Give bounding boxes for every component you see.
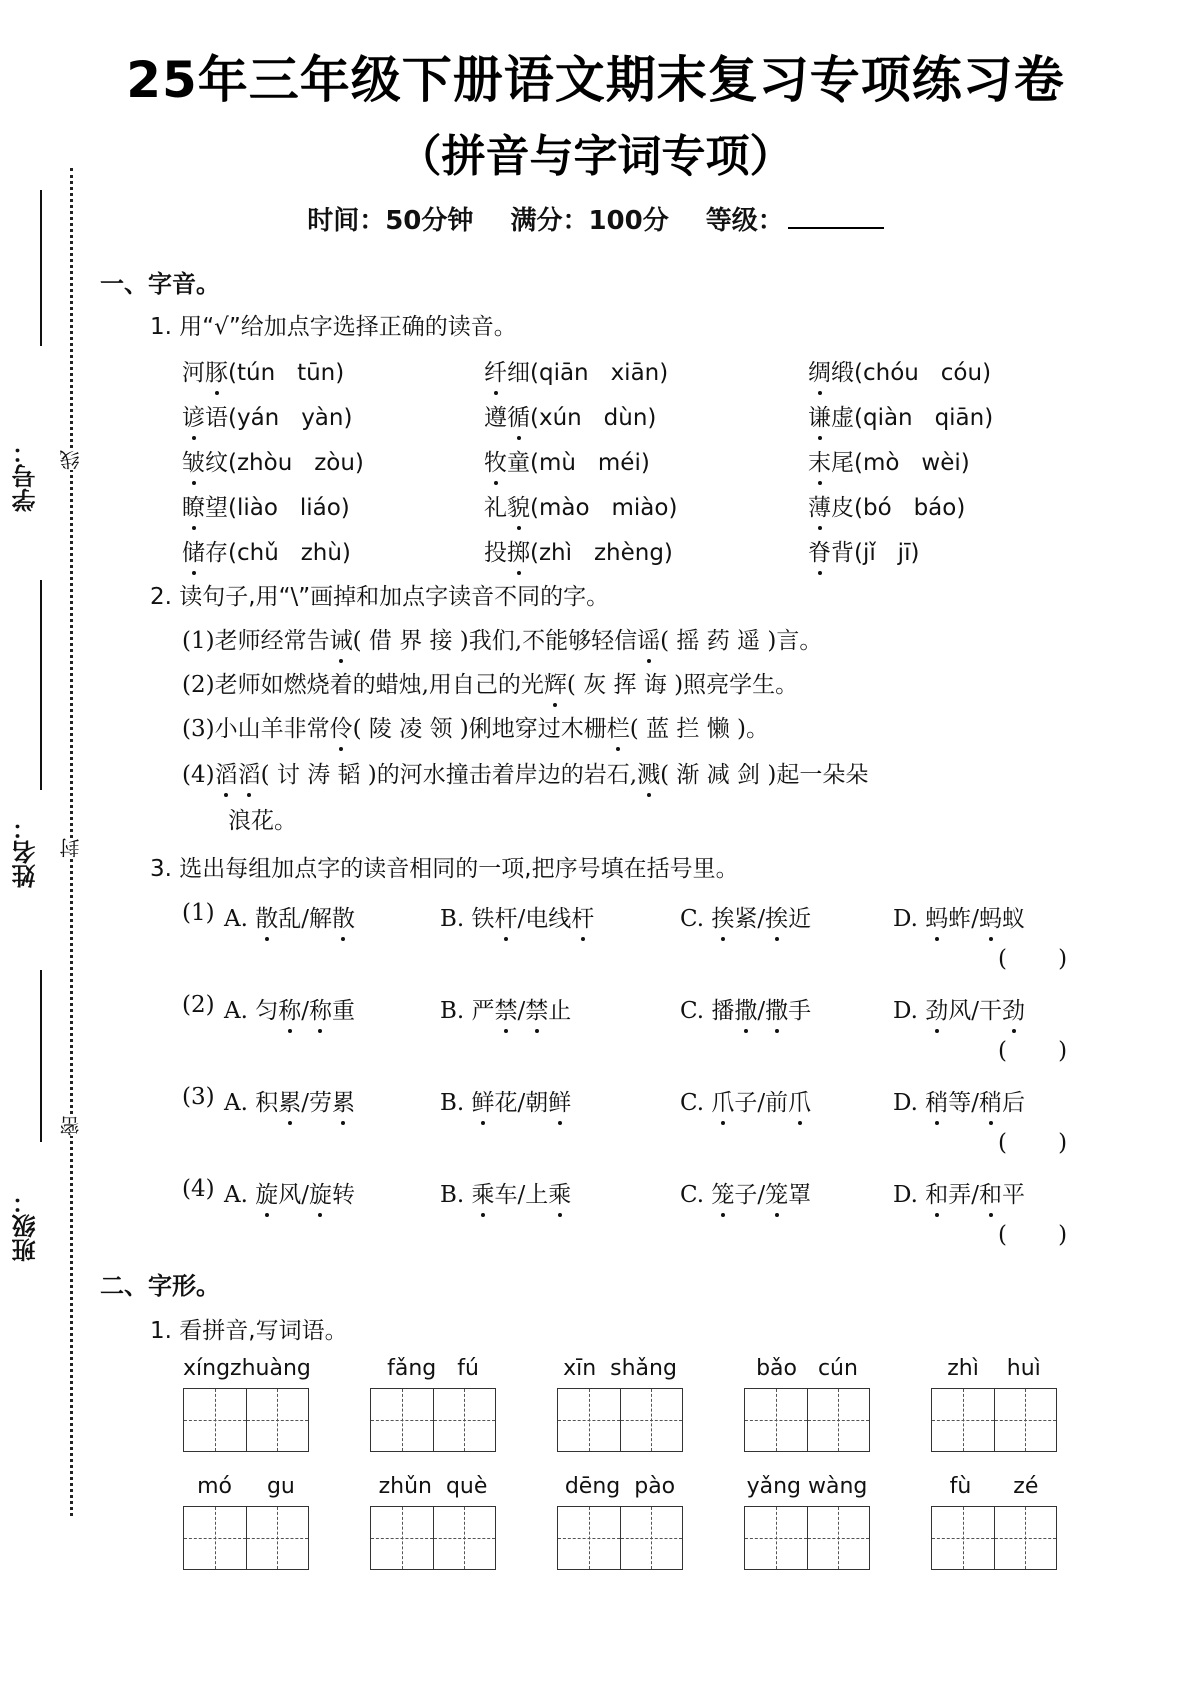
dotted-character: 乘 [472, 1176, 495, 1209]
dotted-character: 栏 [607, 710, 630, 743]
writing-grid[interactable] [183, 1506, 309, 1570]
q1-item [484, 444, 650, 477]
binding-mark-line: 线 [56, 450, 85, 470]
text-segment: 花/朝 [494, 1090, 549, 1116]
section-character-title: 二、字形。 [100, 1272, 220, 1300]
dotted-character: 瞭 [182, 489, 205, 522]
text-segment: 遵 [484, 405, 507, 431]
dotted-character: 散 [332, 900, 355, 933]
binding-mark-secret: 密 [56, 1116, 85, 1136]
text-segment: D. [893, 906, 926, 932]
pinyin-options[interactable]: (mò wèi) [854, 450, 970, 476]
dotted-character: 储 [182, 534, 205, 567]
text-segment: B. [440, 1090, 472, 1116]
dotted-character: 纤 [484, 354, 507, 387]
pinyin-options[interactable]: (zhì zhèng) [530, 540, 673, 566]
q1-item [484, 534, 673, 567]
text-segment: 河 [182, 360, 205, 386]
text-segment: 的河水撞击着岸边的岩石, [376, 762, 638, 788]
q3-prompt: 3. 选出每组加点字的读音相同的一项,把序号填在括号里。 [150, 856, 739, 882]
dotted-character: 禁 [495, 992, 518, 1025]
text-segment: 风/ [278, 1182, 309, 1208]
dotted-character: 挨 [765, 900, 788, 933]
writing-grid[interactable] [931, 1388, 1057, 1452]
pinyin-label: fǎng fú [387, 1356, 479, 1381]
text-segment: 尾 [831, 450, 854, 476]
dotted-character: 蚂 [925, 900, 948, 933]
grid-cell[interactable] [371, 1389, 434, 1451]
word-grid-item [931, 1474, 1057, 1570]
pinyin-options[interactable]: (mù méi) [530, 450, 650, 476]
dotted-character: 散 [255, 900, 278, 933]
dotted-character: 杆 [571, 900, 594, 933]
pinyin-label: dēng pào [564, 1474, 676, 1499]
text-segment: 俐地穿过木栅 [468, 716, 607, 742]
dotted-character: 掷 [507, 534, 530, 567]
text-segment: 近 [788, 906, 812, 932]
q3-option-b [440, 900, 594, 933]
text-segment: 乱/解 [278, 906, 332, 932]
text-segment: B. 严 [440, 998, 495, 1024]
writing-grid[interactable] [557, 1388, 683, 1452]
q3-option-b [440, 992, 571, 1025]
q3-option-b [440, 1176, 571, 1209]
dotted-character: 和 [925, 1176, 948, 1209]
word-grid-item [744, 1356, 870, 1452]
q1-item [484, 489, 677, 522]
text-segment: A. 积 [224, 1090, 279, 1116]
writing-grid[interactable] [183, 1388, 309, 1452]
q1-item [808, 534, 919, 567]
q2-sentence-3 [182, 710, 769, 743]
word-grid-item [370, 1474, 496, 1570]
dotted-character: 称 [309, 992, 332, 1025]
pinyin-options[interactable]: (mào miào) [530, 495, 678, 521]
pinyin-options[interactable]: (tún tūn) [228, 360, 345, 386]
text-segment: 风/干 [948, 998, 1002, 1024]
q1-prompt: 1. 用“√”给加点字选择正确的读音。 [150, 314, 517, 340]
grid-cell[interactable] [184, 1389, 247, 1451]
q1-item [182, 354, 344, 387]
q2-options-3b[interactable]: ( 蓝 拦 懒 ) [629, 716, 746, 742]
word-grid-item [183, 1356, 311, 1452]
text-segment: A. [224, 1182, 256, 1208]
text-segment: 语 [205, 405, 228, 431]
text-segment: 我们,不能够轻信 [468, 628, 638, 654]
text-segment: 背 [831, 540, 854, 566]
text-segment: B. [440, 1182, 472, 1208]
grade-label: 等级： [705, 206, 784, 236]
text-segment: 老师经常告 [214, 628, 330, 654]
dotted-character: 禁 [525, 992, 548, 1025]
grid-cell[interactable] [434, 1389, 496, 1451]
dotted-character: 辉 [544, 666, 567, 699]
text-segment: 老师如燃烧着的蜡烛,用自己的光 [214, 672, 544, 698]
grid-cell[interactable] [558, 1507, 621, 1569]
pinyin-label: zhì huì [947, 1356, 1041, 1381]
text-segment: /电线 [517, 906, 572, 932]
dotted-character: 笼 [711, 1176, 734, 1209]
q1-item [808, 399, 993, 432]
text-segment: 蚁 [1002, 906, 1025, 932]
grid-cell[interactable] [184, 1507, 247, 1569]
grid-cell[interactable] [621, 1507, 683, 1569]
text-segment: 罩 [788, 1182, 812, 1208]
q3-group-number: (1) [182, 900, 215, 926]
text-segment: 后 [1002, 1090, 1025, 1116]
text-segment: 车/上 [494, 1182, 549, 1208]
q3-answer-blank[interactable]: ( ) [998, 1038, 1068, 1064]
word-grid-item [183, 1474, 309, 1570]
q2-options-1b[interactable]: ( 摇 药 遥 ) [660, 628, 777, 654]
pinyin-options[interactable]: (chǔ zhù) [228, 540, 351, 566]
dotted-character: 稍 [925, 1084, 948, 1117]
q1-item [808, 354, 991, 387]
grid-cell[interactable] [995, 1507, 1057, 1569]
writing-grid[interactable] [370, 1506, 496, 1570]
grid-cell[interactable] [371, 1507, 434, 1569]
grade-field[interactable] [706, 206, 884, 236]
q3-option-a [224, 992, 355, 1025]
section-pronunciation-title: 一、字音。 [100, 270, 220, 298]
grid-cell[interactable] [932, 1507, 995, 1569]
dotted-character: 谣 [637, 622, 660, 655]
writing-grid[interactable] [744, 1506, 870, 1570]
dotted-character: 谦 [808, 399, 831, 432]
text-segment: D. [893, 998, 926, 1024]
text-segment: 照亮学生。 [683, 672, 799, 698]
q3-answer-blank[interactable]: ( ) [998, 946, 1068, 972]
q3-group-number: (4) [182, 1176, 215, 1202]
writing-grid[interactable] [744, 1388, 870, 1452]
exam-meta [0, 200, 1191, 237]
text-segment: 紧/ [734, 906, 766, 932]
text-segment: 存 [205, 540, 228, 566]
text-segment: 细 [507, 360, 530, 386]
text-segment: / [301, 998, 309, 1024]
text-segment: 投 [484, 540, 507, 566]
pinyin-options[interactable]: (chóu cóu) [854, 360, 992, 386]
q3-option-d [893, 1176, 1025, 1209]
q1-item [182, 534, 351, 567]
word-grid-item [744, 1474, 870, 1570]
dotted-character: 撒 [765, 992, 788, 1025]
text-segment: C. [680, 1182, 712, 1208]
dotted-character: 称 [278, 992, 301, 1025]
dotted-character: 滔 [215, 756, 238, 789]
dotted-character: 稍 [979, 1084, 1002, 1117]
text-segment: 等/ [948, 1090, 979, 1116]
q2-options-4a[interactable]: ( 讨 涛 韬 ) [260, 762, 377, 788]
name-label: 姓名： [12, 816, 40, 888]
text-segment: 弄/ [948, 1182, 979, 1208]
q2-options-1a[interactable]: ( 借 界 接 ) [352, 628, 469, 654]
dotted-character: 谚 [182, 399, 205, 432]
q3-option-c [680, 900, 811, 933]
text-segment: A. 匀 [224, 998, 279, 1024]
dotted-character: 爪 [711, 1084, 734, 1117]
pinyin-options[interactable]: (bó báo) [854, 495, 966, 521]
dotted-character: 溅 [637, 756, 660, 789]
q1-item [182, 444, 364, 477]
text-segment: 礼 [484, 495, 507, 521]
text-segment: D. [893, 1182, 926, 1208]
text-segment: 小山羊非常 [214, 716, 330, 742]
dotted-character: 蚂 [979, 900, 1002, 933]
dotted-character: 滔 [238, 756, 261, 789]
text-segment: 纹 [205, 450, 228, 476]
pinyin-label: xīn shǎng [563, 1356, 677, 1381]
s2-q1-prompt: 1. 看拼音,写词语。 [150, 1318, 348, 1344]
dotted-character: 劲 [925, 992, 948, 1025]
class-blank[interactable] [40, 970, 42, 1142]
text-segment: (4) [182, 762, 215, 788]
q2-options-2a[interactable]: ( 灰 挥 诲 ) [566, 672, 684, 698]
grid-cell[interactable] [745, 1389, 808, 1451]
text-segment: /劳 [301, 1090, 332, 1116]
q3-option-c [680, 1084, 811, 1117]
text-segment: 子/ [734, 1182, 766, 1208]
word-grid-item [557, 1356, 683, 1452]
text-segment: 缎 [831, 360, 854, 386]
pinyin-label: xíngzhuàng [183, 1356, 311, 1381]
dotted-character: 撒 [734, 992, 757, 1025]
text-segment: D. [893, 1090, 926, 1116]
text-segment: / [757, 998, 766, 1024]
word-grid-item [557, 1474, 683, 1570]
text-segment: 转 [331, 1182, 355, 1208]
dotted-character: 薄 [808, 489, 831, 522]
binding-mark-seal: 封 [56, 838, 85, 858]
dotted-character: 累 [278, 1084, 301, 1117]
q3-option-a [224, 900, 355, 933]
q2-options-4b[interactable]: ( 渐 减 剑 ) [660, 762, 777, 788]
q3-answer-blank[interactable]: ( ) [998, 1222, 1068, 1248]
text-segment: (3) [182, 716, 215, 742]
grid-cell[interactable] [808, 1507, 870, 1569]
q3-option-a [224, 1176, 355, 1209]
q1-item [484, 354, 668, 387]
text-segment: 平 [1002, 1182, 1025, 1208]
q3-option-d [893, 900, 1025, 933]
text-segment: B. 铁 [440, 906, 495, 932]
dotted-character: 皱 [182, 444, 205, 477]
grid-cell[interactable] [995, 1389, 1057, 1451]
dotted-character: 诫 [330, 622, 353, 655]
q3-option-a [224, 1084, 355, 1117]
text-segment: 言。 [776, 628, 823, 654]
q2-options-3a[interactable]: ( 陵 凌 领 ) [352, 716, 469, 742]
dotted-character: 旋 [255, 1176, 278, 1209]
dotted-character: 乘 [548, 1176, 571, 1209]
word-grid-item [370, 1356, 496, 1452]
dotted-character: 豚 [205, 354, 228, 387]
pinyin-options[interactable]: (qiàn qiān) [854, 405, 994, 431]
dotted-character: 鲜 [472, 1084, 495, 1117]
text-segment: A. [224, 906, 256, 932]
score-label: 满分：100分 [510, 206, 669, 236]
grid-cell[interactable] [621, 1389, 683, 1451]
pinyin-label: zhǔn què [378, 1474, 488, 1499]
pinyin-options[interactable]: (jǐ jī) [854, 540, 920, 566]
student-id-blank[interactable] [40, 190, 42, 346]
q2-prompt: 2. 读句子,用“\”画掉和加点字读音不同的字。 [150, 584, 610, 610]
q2-sentence-1 [182, 622, 822, 655]
grid-cell[interactable] [932, 1389, 995, 1451]
grid-cell[interactable] [558, 1389, 621, 1451]
text-segment: 皮 [831, 495, 854, 521]
grid-cell[interactable] [247, 1507, 309, 1569]
pinyin-options[interactable]: (yán yàn) [228, 405, 353, 431]
q3-option-c [680, 992, 811, 1025]
dotted-character: 末 [808, 444, 831, 477]
text-segment: / [517, 998, 526, 1024]
dotted-character: 累 [332, 1084, 355, 1117]
q1-item [808, 444, 970, 477]
q3-option-c [680, 1176, 811, 1209]
q1-item [484, 399, 656, 432]
writing-grid[interactable] [557, 1506, 683, 1570]
dotted-character: 鲜 [548, 1084, 571, 1117]
q1-item [808, 489, 965, 522]
grid-cell[interactable] [434, 1507, 496, 1569]
grid-cell[interactable] [808, 1389, 870, 1451]
text-segment: 童 [507, 450, 530, 476]
grade-blank[interactable] [788, 207, 884, 229]
word-grid-item [931, 1356, 1057, 1452]
text-segment: 虚 [831, 405, 854, 431]
pinyin-label: bǎo cún [756, 1356, 858, 1381]
q3-option-d [893, 992, 1025, 1025]
q1-item [182, 489, 350, 522]
pinyin-options[interactable]: (zhòu zòu) [228, 450, 364, 476]
text-segment: 。 [746, 716, 769, 742]
writing-grid[interactable] [370, 1388, 496, 1452]
q3-group-number: (2) [182, 992, 215, 1018]
text-segment: 望 [205, 495, 228, 521]
page-title: 25年三年级下册语文期末复习专项练习卷 [126, 51, 1065, 109]
writing-grid[interactable] [931, 1506, 1057, 1570]
dotted-character: 笼 [765, 1176, 788, 1209]
name-blank[interactable] [40, 580, 42, 790]
dotted-character: 爪 [788, 1084, 811, 1117]
dotted-character: 脊 [808, 534, 831, 567]
q2-sentence-4-cont: 浪花。 [228, 808, 297, 834]
pinyin-label: fù zé [949, 1474, 1039, 1499]
text-segment: C. [680, 1090, 712, 1116]
text-segment: (2) [182, 672, 215, 698]
class-label: 班级： [12, 1190, 40, 1262]
pinyin-options[interactable]: (liào liáo) [228, 495, 350, 521]
pinyin-options[interactable]: (xún dùn) [530, 405, 657, 431]
q3-option-d [893, 1084, 1025, 1117]
q3-group-number: (3) [182, 1084, 215, 1110]
text-segment: 手 [788, 998, 812, 1024]
text-segment: 蚱/ [948, 906, 979, 932]
dotted-character: 牧 [484, 444, 507, 477]
dotted-character: 杆 [495, 900, 518, 933]
pinyin-label: yǎng wàng [746, 1474, 868, 1499]
grid-cell[interactable] [247, 1389, 309, 1451]
dotted-character: 绸 [808, 354, 831, 387]
pinyin-label: mó gu [197, 1474, 295, 1499]
text-segment: 重 [331, 998, 355, 1024]
q1-item [182, 399, 352, 432]
text-segment: C. [680, 906, 712, 932]
text-segment: (1) [182, 628, 215, 654]
q3-answer-blank[interactable]: ( ) [998, 1130, 1068, 1156]
dotted-character: 劲 [1002, 992, 1025, 1025]
dotted-character: 循 [507, 399, 530, 432]
text-segment: 起一朵朵 [776, 762, 869, 788]
grid-cell[interactable] [745, 1507, 808, 1569]
text-segment: 子/前 [734, 1090, 789, 1116]
dotted-character: 和 [979, 1176, 1002, 1209]
q2-sentence-2 [182, 666, 798, 699]
dotted-character: 旋 [309, 1176, 332, 1209]
text-segment: 止 [548, 998, 572, 1024]
q2-sentence-4 [182, 756, 868, 789]
page-subtitle: （拼音与字词专项） [397, 131, 794, 182]
dotted-character: 伶 [330, 710, 353, 743]
text-segment: C. 播 [680, 998, 735, 1024]
time-label: 时间：50分钟 [307, 206, 474, 236]
pinyin-options[interactable]: (qiān xiān) [530, 360, 669, 386]
dotted-character: 貌 [507, 489, 530, 522]
student-id-label: 学号： [12, 440, 40, 512]
q3-option-b [440, 1084, 571, 1117]
dotted-character: 挨 [711, 900, 734, 933]
